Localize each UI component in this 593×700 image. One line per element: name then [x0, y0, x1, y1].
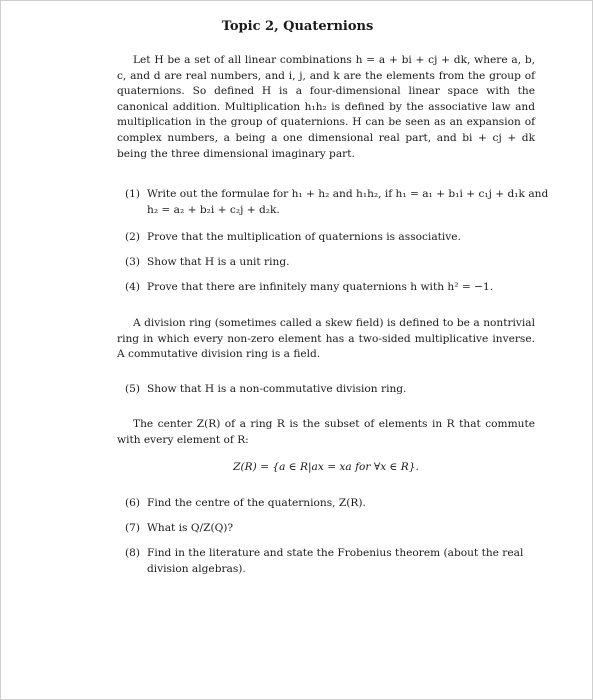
exercise-4	[125, 280, 557, 296]
center-formula: Z(R) = {a ∈ R|ax = xa for ∀x ∈ R}.	[233, 461, 419, 473]
exercise-number: (2)	[125, 231, 141, 243]
exercise-number: (1)	[125, 188, 141, 200]
exercise-text: Find in the literature and state the Frobenius theorem (about the real division algebras).	[147, 547, 524, 575]
exercise-number: (5)	[125, 383, 141, 395]
exercise-8	[125, 546, 557, 577]
exercise-3	[125, 255, 557, 271]
exercise-text: What is Q/Z(Q)?	[147, 522, 234, 534]
exercise-5	[125, 382, 557, 398]
exercise-text: Write out the formulae for h₁ + h₂ and h₁h₂, if h₁ = a₁ + b₁i + c₁j + d₁k and h₂ = a₂ + b₂i + c₂j + d₂k.	[147, 188, 549, 216]
exercise-1	[125, 187, 557, 218]
exercise-number: (8)	[125, 547, 141, 559]
intro-paragraph: Let H be a set of all linear combinations h = a + bi + cj + dk, where a, b, c, and d are real numbers, and i, j, and k are the elements from the group of quaternions. So defined H is a four-dimensional linear space with the canonical addition. Multiplication h₁h₂ is defined by the associative law and multiplication in the group of quaternions. H can be seen as an expansion of complex numbers, a being a one dimensional real part, and bi + cj + dk being the three dimensional imaginary part.	[117, 54, 535, 160]
division-ring-paragraph: A division ring (sometimes called a skew field) is defined to be a nontrivial ring in which every non-zero element has a two-sided multiplicative inverse. A commutative division ring is a field.	[117, 317, 535, 361]
exercise-number: (4)	[125, 281, 141, 293]
exercise-2	[125, 230, 557, 246]
page-title: Topic 2, Quaternions	[221, 19, 374, 34]
exercise-text: Prove that there are infinitely many quaternions h with h² = −1.	[147, 281, 494, 293]
exercise-7	[125, 521, 557, 537]
exercise-text: Show that H is a unit ring.	[147, 256, 290, 268]
exercise-number: (3)	[125, 256, 141, 268]
exercise-text: Prove that the multiplication of quaternions is associative.	[147, 231, 461, 243]
center-paragraph: The center Z(R) of a ring R is the subset of elements in R that commute with every element of R:	[117, 418, 535, 446]
exercise-number: (7)	[125, 522, 141, 534]
exercise-text: Find the centre of the quaternions, Z(R).	[147, 497, 366, 509]
exercise-number: (6)	[125, 497, 141, 509]
exercise-text: Show that H is a non-commutative division ring.	[147, 383, 407, 395]
exercise-6	[125, 496, 557, 512]
